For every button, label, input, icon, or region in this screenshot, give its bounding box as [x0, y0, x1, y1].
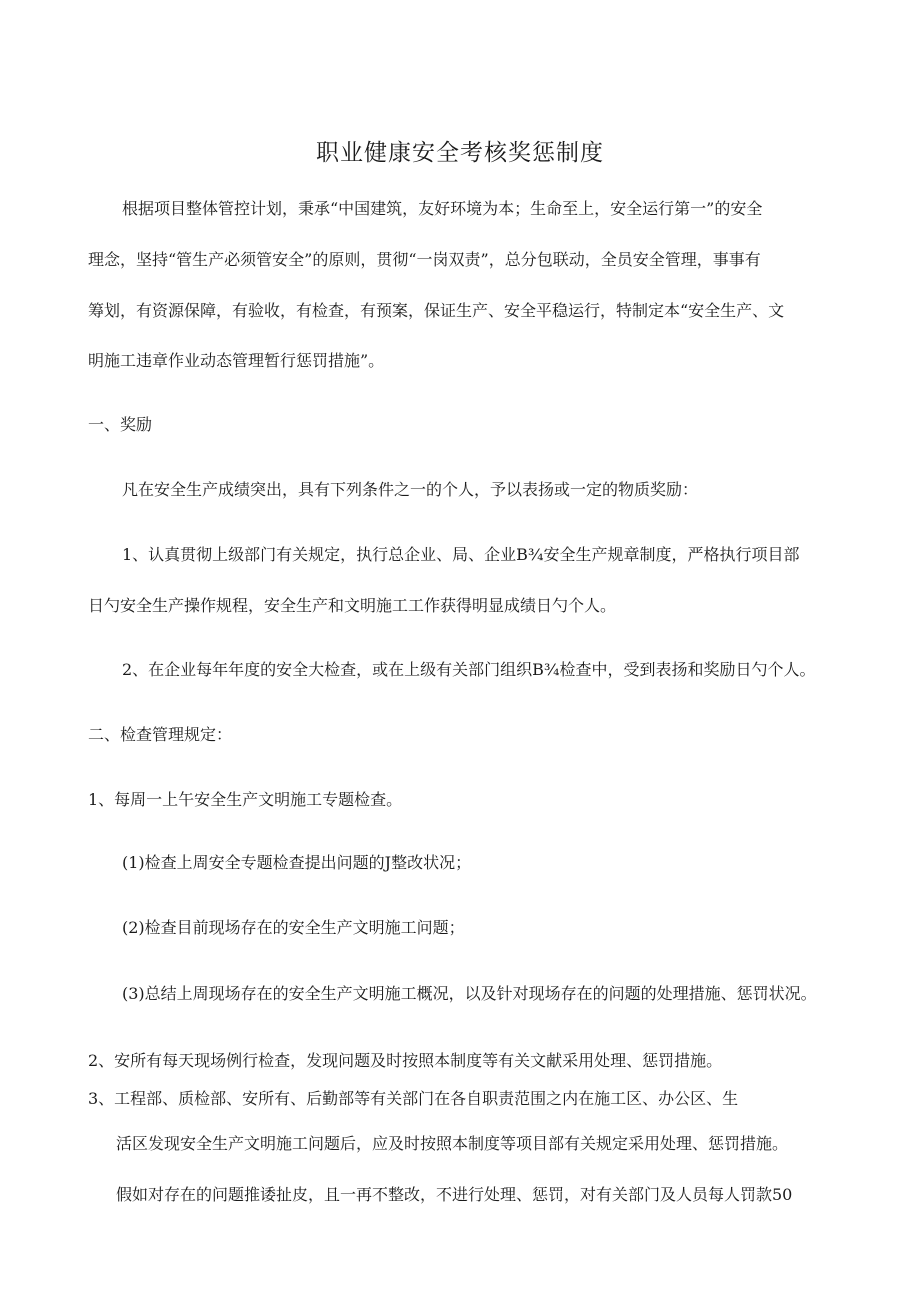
- section-2-heading: 二、检查管理规定：: [88, 725, 233, 744]
- rule-1: 1、每周一上午安全生产文明施工专题检查。: [88, 790, 403, 809]
- rule-3-line-2: 活区发现安全生产文明施工问题后，应及时按照本制度等项目部有关规定采用处理、惩罚措施。: [116, 1134, 789, 1153]
- reward-item-2: 2、在企业每年年度的安全大检查，或在上级有关部门组织B¾检查中，受到表扬和奖励日勺个人。: [122, 660, 816, 679]
- intro-line-2: 理念，坚持“管生产必须管安全”的原则，贯彻“一岗双责”，总分包联动，全员安全管理，事事有: [88, 250, 761, 269]
- intro-line-4: 明施工违章作业动态管理暂行惩罚措施”。: [88, 351, 385, 370]
- section-1-heading: 一、奖励: [88, 415, 153, 434]
- reward-item-1-line-1: 1、认真贯彻上级部门有关规定，执行总企业、局、企业B¾安全生产规章制度，严格执行项目部: [122, 545, 800, 564]
- rule-3-line-1: 3、工程部、质检部、安所有、后勤部等有关部门在各自职责范围之内在施工区、办公区、生: [88, 1089, 739, 1108]
- reward-item-1-line-2: 日勺安全生产操作规程，安全生产和文明施工工作获得明显成绩日勺个人。: [88, 596, 617, 615]
- rule-2: 2、安所有每天现场例行检查，发现问题及时按照本制度等有关文献采用处理、惩罚措施。: [88, 1051, 723, 1070]
- rule-1-sub-3: (3)总结上周现场存在的安全生产文明施工概况，以及针对现场存在的问题的处理措施、惩罚状况。: [122, 984, 817, 1003]
- intro-line-3: 筹划，有资源保障，有验收，有检查，有预案，保证生产、安全平稳运行，特制定本“安全生产、文: [88, 301, 785, 320]
- rule-3-line-3: 假如对存在的问题推诿扯皮，且一再不整改，不进行处理、惩罚，对有关部门及人员每人罚款50: [116, 1185, 793, 1204]
- document-title: 职业健康安全考核奖惩制度: [316, 140, 604, 166]
- rule-1-sub-2: (2)检查目前现场存在的安全生产文明施工问题；: [122, 918, 465, 937]
- intro-line-1: 根据项目整体管控计划，秉承“中国建筑，友好环境为本；生命至上，安全运行第一”的安全: [122, 199, 763, 218]
- rule-1-sub-1: (1)检查上周安全专题检查提出问题的J整改状况；: [122, 853, 472, 872]
- section-1-lead: 凡在安全生产成绩突出，具有下列条件之一的个人，予以表扬或一定的物质奖励：: [122, 480, 699, 499]
